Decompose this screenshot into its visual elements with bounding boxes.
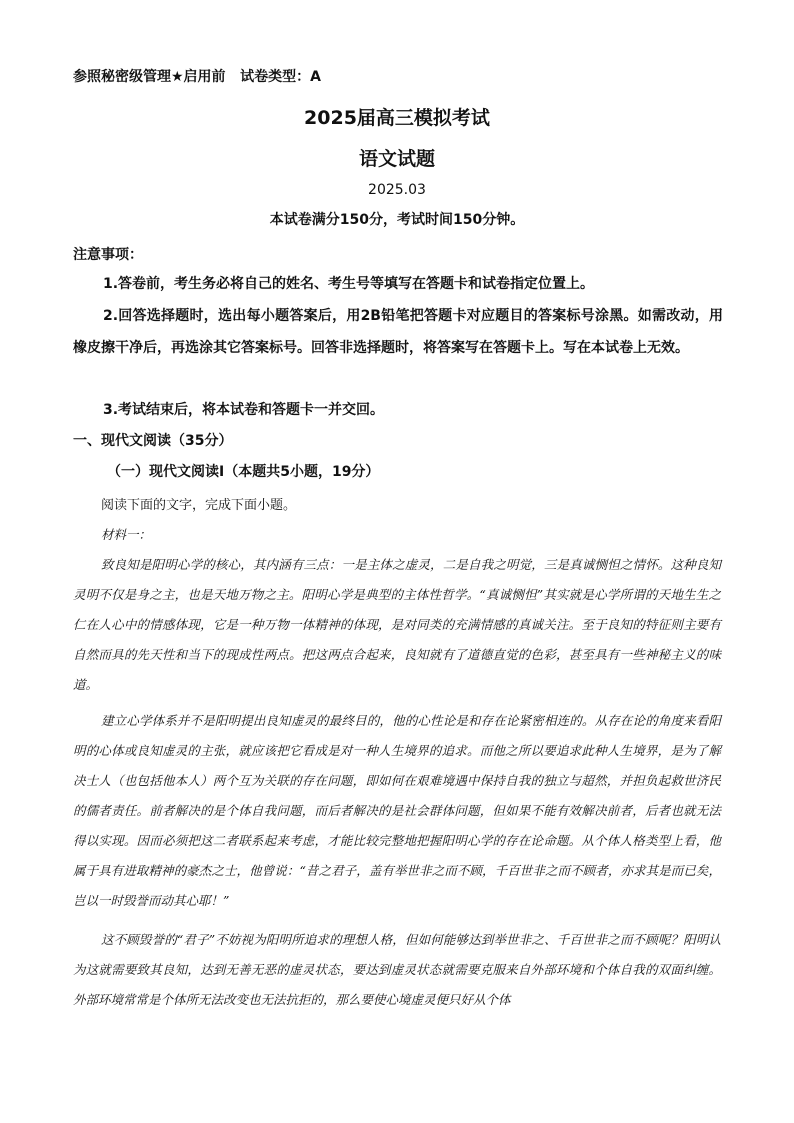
exam-info: 本试卷满分150分，考试时间150分钟。 — [269, 212, 525, 228]
passage-paragraph-1 — [73, 550, 721, 700]
subject-title: 语文试题 — [358, 148, 435, 170]
exam-title: 2025届高三模拟考试 — [304, 107, 490, 129]
passage-paragraph-3 — [73, 925, 721, 1015]
secrecy-header: 参照秘密级管理★启用前 试卷类型：A — [73, 69, 322, 85]
subsection-heading: （一）现代文阅读Ⅰ（本题共5小题，19分） — [107, 464, 380, 480]
exam-date: 2025.03 — [368, 182, 426, 198]
section-heading: 一、现代文阅读（35分） — [73, 433, 233, 449]
paragraph-text: 致良知是阳明心学的核心，其内涵有三点：一是主体之虚灵，二是自我之明觉，三是真诚恻怛之情怀。这种良知灵明不仅是身之主，也是天地万物之主。阳明心学是典型的主体性哲学。“真诚恻怛”其实就是心学所谓的天地生生之仁在人心中的情感体现，它是一种万物一体精神的体现，是对同类的充满情感的真诚关注。至于良知的特征则主要有自然而具的先天性和当下的现成性两点。把这两点合起来，良知就有了道德直觉的色彩，甚至具有一些神秘主义的味道。 — [73, 557, 721, 692]
paragraph-text: 建立心学体系并不是阳明提出良知虚灵的最终目的，他的心性论是和存在论紧密相连的。从存在论的角度来看阳明的心体或良知虚灵的主张，就应该把它看成是对一种人生境界的追求。而他之所以要追求此种人生境界，是为了解决士人（也包括他本人）两个互为关联的存在问题，即如何在艰难境遇中保持自我的独立与超然，并担负起救世济民的儒者责任。前者解决的是个体自我问题，而后者解决的是社会群体问题，但如果不能有效解决前者，后者也就无法得以实现。因而必须把这二者联系起来考虑，才能比较完整地把握阳明心学的存在论命题。从个体人格类型上看，他属于具有进取精神的豪杰之士，他曾说：“昔之君子，盖有举世非之而不顾，千百世非之而不顾者，亦求其是而已矣，岂以一时毁誉而动其心耶！” — [73, 713, 721, 908]
reading-instruction: 阅读下面的文字，完成下面小题。 — [101, 498, 297, 513]
notice-item-1-text: 1.答卷前，考生务必将自己的姓名、考生号等填写在答题卡和试卷指定位置上。 — [103, 276, 595, 292]
notice-item-2 — [73, 300, 723, 364]
notice-heading: 注意事项： — [73, 247, 143, 263]
notice-item-3 — [73, 394, 723, 426]
notice-item-1 — [73, 268, 723, 300]
passage-paragraph-2 — [73, 706, 721, 916]
notice-item-3-text: 3.考试结束后，将本试卷和答题卡一并交回。 — [103, 402, 385, 418]
material-label: 材料一： — [101, 527, 152, 542]
notice-item-2-text: 2.回答选择题时，选出每小题答案后，用2B铅笔把答题卡对应题目的答案标号涂黑。如需改动，用橡皮擦干净后，再选涂其它答案标号。回答非选择题时，将答案写在答题卡上。写在本试卷上无效。 — [73, 308, 723, 356]
paragraph-text: 这不顾毁誉的“君子”不妨视为阳明所追求的理想人格，但如何能够达到举世非之、千百世非之而不顾呢？阳明认为这就需要致其良知，达到无善无恶的虚灵状态，要达到虚灵状态就需要克服来自外部环境和个体自我的双面纠缠。外部环境常常是个体所无法改变也无法抗拒的，那么要使心境虚灵便只好从个体 — [73, 932, 721, 1007]
